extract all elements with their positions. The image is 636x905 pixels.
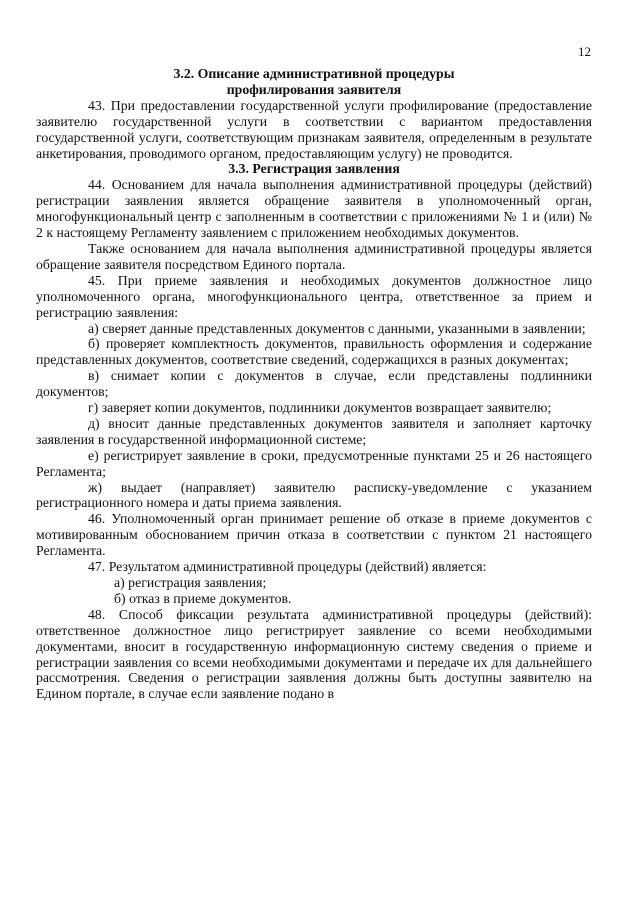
paragraph-45-item-b: б) проверяет комплектность документов, правильность оформления и содержание представленных документов, соответствие сведений, содержащихся в разных документах; (36, 336, 592, 368)
paragraph-45-item-c: в) снимает копии с документов в случае, если представлены подлинники документов; (36, 368, 592, 400)
paragraph-44: 44. Основанием для начала выполнения административной процедуры (действий) регистрации заявления является обращение заявителя в уполномоченный орган, многофункциональный центр с заполненным в соответствии с приложениями № 1 и (или) № 2 к настоящему Регламенту заявлением с приложением необходимых документов. (36, 177, 592, 241)
paragraph-45-item-e: д) вносит данные представленных документов заявителя и заполняет карточку заявления в государственной информационной системе; (36, 415, 592, 447)
paragraph-47-list (36, 575, 592, 607)
paragraph-47: 47. Результатом административной процедуры (действий) является: (88, 559, 487, 575)
paragraph-45-item-d: г) заверяет копии документов, подлинники документов возвращает заявителю; (88, 400, 552, 416)
paragraph-45-item-a: а) сверяет данные представленных документов с данными, указанными в заявлении; (88, 320, 586, 336)
paragraph-44-continued: Также основанием для начала выполнения административной процедуры является обращение заявителя посредством Единого портала. (36, 240, 592, 272)
list-item: б) отказ в приеме документов. (114, 590, 292, 606)
paragraph-45: 45. При приеме заявления и необходимых документов должностное лицо уполномоченного органа, многофункционального центра, ответственное за прием и регистрацию заявления: (36, 272, 592, 320)
paragraph-45-item-g: ж) выдает (направляет) заявителю расписку-уведомление с указанием регистрационного номера и даты приема заявления. (36, 479, 592, 511)
section-3-3-title: 3.3. Регистрация заявления (228, 161, 400, 177)
page-number: 12 (578, 44, 591, 59)
paragraph-45-item-f: е) регистрирует заявление в сроки, предусмотренные пунктами 25 и 26 настоящего Регламента; (36, 447, 592, 479)
list-item: а) регистрация заявления; (114, 575, 267, 590)
document-body (36, 66, 592, 702)
paragraph-46: 46. Уполномоченный орган принимает решение об отказе в приеме документов с мотивированным обоснованием причин отказа в соответствии с пунктом 21 настоящего Регламента. (36, 511, 592, 559)
paragraph-43: 43. При предоставлении государственной услуги профилирование (предоставление заявителю государственной услуги в соответствии с вариантом предоставления государственной услуги, соответствующим признакам заявителя, определенным в результате анкетирования, проводимого органом, предоставляющим услугу) не проводится. (36, 97, 592, 161)
section-3-2-title-line1: 3.2. Описание административной процедуры (173, 66, 455, 81)
paragraph-48: 48. Способ фиксации результата административной процедуры (действий): ответственное должностное лицо регистрирует заявление со всеми необходимыми документами, вносит в государственную информационную систему сведения о приеме и регистрации заявления со всеми необходимыми документами и передаче их для дальнейшего рассмотрения. Сведения о регистрации заявления должны быть доступны заявителю на Едином портале, в случае если заявление подано в (36, 606, 592, 702)
section-3-2-title-line2: профилирования заявителя (226, 81, 402, 97)
